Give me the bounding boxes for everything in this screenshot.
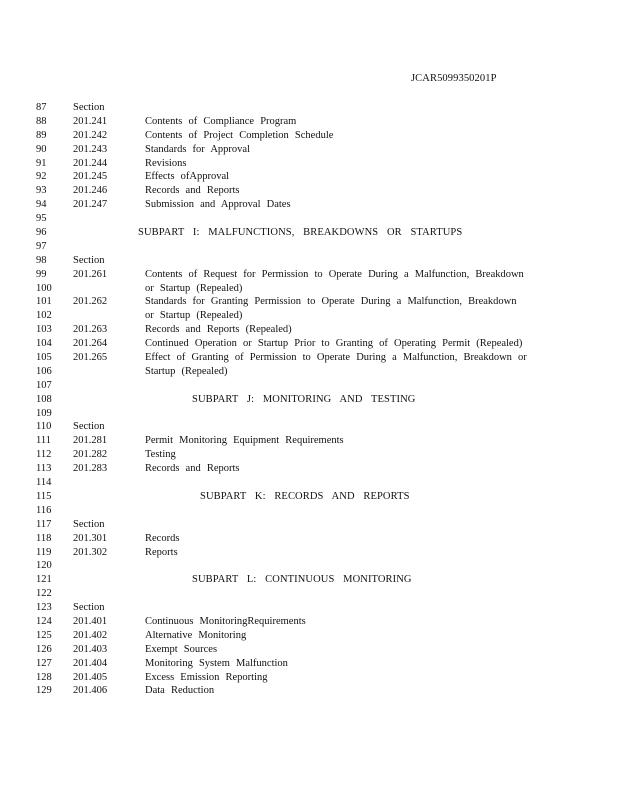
line-number: 116 [36, 504, 52, 516]
toc-line [0, 434, 618, 448]
section-title: Exempt Sources [145, 643, 218, 655]
toc-line [0, 184, 618, 198]
section-number: 201.245 [73, 171, 108, 183]
line-number: 93 [36, 185, 47, 197]
section-number: 201.404 [73, 657, 108, 669]
section-title: Alternative Monitoring [145, 629, 247, 641]
section-title: Continued Operation or Startup Prior to Granting of Operating Permit (Repealed) [145, 338, 523, 350]
section-title: Contents of Request for Permission to Operate During a Malfunction, Breakdown [145, 268, 524, 280]
toc-line [0, 143, 618, 157]
section-title: Standards for Granting Permission to Operate During a Malfunction, Breakdown [145, 296, 517, 308]
line-number: 94 [36, 199, 47, 211]
section-number: 201.247 [73, 199, 108, 211]
section-number: 201.243 [73, 143, 108, 155]
toc-line [0, 407, 618, 421]
line-number: 95 [36, 213, 47, 225]
section-number: 201.265 [73, 352, 108, 364]
section-title: Data Reduction [145, 685, 215, 697]
section-number: Section [73, 602, 105, 614]
section-number: 201.301 [73, 532, 108, 544]
section-title: Testing [145, 449, 176, 461]
toc-line [0, 546, 618, 560]
section-number: 201.281 [73, 435, 108, 447]
toc-line [0, 643, 618, 657]
section-number: Section [73, 102, 105, 113]
toc-line [0, 309, 618, 323]
section-number: 201.302 [73, 546, 108, 558]
section-number: Section [73, 254, 105, 266]
subpart-heading: SUBPART J: MONITORING AND TESTING [192, 393, 416, 405]
toc-line [0, 684, 618, 698]
toc-line [0, 268, 618, 282]
section-title: Records and Reports [145, 185, 240, 197]
section-title: Revisions [145, 157, 187, 169]
section-number: 201.283 [73, 463, 108, 475]
line-number: 89 [36, 129, 47, 141]
toc-line [0, 115, 618, 129]
section-title: Effects ofApproval [145, 171, 230, 183]
line-number: 107 [36, 379, 52, 391]
section-number: 201.406 [73, 685, 108, 697]
table-of-contents [0, 101, 618, 698]
toc-line [0, 101, 618, 115]
toc-line [0, 587, 618, 601]
line-number: 87 [36, 102, 47, 113]
section-title: Startup (Repealed) [145, 365, 228, 377]
toc-line [0, 379, 618, 393]
line-number: 109 [36, 407, 52, 419]
line-number: 128 [36, 671, 52, 683]
section-title: or Startup (Repealed) [145, 310, 243, 322]
section-number: 201.403 [73, 643, 108, 655]
section-title: Continuous MonitoringRequirements [145, 615, 306, 627]
toc-line [0, 212, 618, 226]
line-number: 99 [36, 268, 47, 280]
toc-line [0, 323, 618, 337]
subpart-heading-row [0, 573, 618, 587]
subpart-heading: SUBPART L: CONTINUOUS MONITORING [192, 574, 412, 586]
line-number: 105 [36, 352, 52, 364]
section-title: Standards for Approval [145, 143, 250, 155]
line-number: 97 [36, 240, 47, 252]
line-number: 124 [36, 615, 52, 627]
section-number: 201.242 [73, 129, 108, 141]
line-number: 123 [36, 602, 52, 614]
toc-line [0, 532, 618, 546]
line-number: 106 [36, 365, 52, 377]
toc-line [0, 476, 618, 490]
line-number: 102 [36, 310, 52, 322]
line-number: 108 [36, 393, 52, 405]
line-number: 100 [36, 282, 52, 294]
section-title: Contents of Project Completion Schedule [145, 129, 334, 141]
section-number: 201.262 [73, 296, 108, 308]
section-title: or Startup (Repealed) [145, 282, 243, 294]
toc-line [0, 657, 618, 671]
section-number: 201.263 [73, 324, 108, 336]
line-number: 119 [36, 546, 52, 558]
line-number: 98 [36, 254, 47, 266]
toc-line [0, 295, 618, 309]
subpart-heading-row [0, 393, 618, 407]
toc-line [0, 518, 618, 532]
section-number: 201.405 [73, 671, 108, 683]
toc-line [0, 129, 618, 143]
section-number: 201.244 [73, 157, 108, 169]
section-number: Section [73, 421, 105, 433]
section-title: Reports [145, 546, 178, 558]
section-number: 201.402 [73, 629, 108, 641]
subpart-heading-row [0, 226, 618, 240]
section-title: Records [145, 532, 180, 544]
section-title: Excess Emission Reporting [145, 671, 268, 683]
section-number: 201.261 [73, 268, 108, 280]
section-title: Submission and Approval Dates [145, 199, 291, 211]
line-number: 112 [36, 449, 52, 461]
toc-line [0, 629, 618, 643]
line-number: 115 [36, 490, 52, 502]
line-number: 129 [36, 685, 52, 697]
line-number: 96 [36, 227, 47, 239]
toc-line [0, 615, 618, 629]
section-number: 201.241 [73, 115, 108, 127]
line-number: 125 [36, 629, 52, 641]
toc-line [0, 559, 618, 573]
subpart-heading: SUBPART I: MALFUNCTIONS, BREAKDOWNS OR STARTUPS [138, 227, 463, 239]
section-number: 201.282 [73, 449, 108, 461]
document-id: JCAR5099350201P [411, 73, 497, 84]
line-number: 117 [36, 518, 52, 530]
section-title: Monitoring System Malfunction [145, 657, 288, 669]
line-number: 110 [36, 421, 52, 433]
toc-line [0, 240, 618, 254]
section-title: Permit Monitoring Equipment Requirements [145, 435, 344, 447]
line-number: 103 [36, 324, 52, 336]
toc-line [0, 504, 618, 518]
toc-line [0, 198, 618, 212]
subpart-heading: SUBPART K: RECORDS AND REPORTS [200, 490, 410, 502]
toc-line [0, 448, 618, 462]
toc-line [0, 351, 618, 365]
line-number: 92 [36, 171, 47, 183]
toc-line [0, 671, 618, 685]
toc-line [0, 365, 618, 379]
toc-line [0, 254, 618, 268]
section-number: 201.264 [73, 338, 108, 350]
toc-line [0, 170, 618, 184]
section-number: 201.401 [73, 615, 108, 627]
section-number: Section [73, 518, 105, 530]
line-number: 121 [36, 574, 52, 586]
line-number: 126 [36, 643, 52, 655]
line-number: 91 [36, 157, 47, 169]
toc-line [0, 462, 618, 476]
section-title: Records and Reports (Repealed) [145, 324, 292, 336]
line-number: 90 [36, 143, 47, 155]
toc-line [0, 157, 618, 171]
line-number: 104 [36, 338, 52, 350]
subpart-heading-row [0, 490, 618, 504]
line-number: 127 [36, 657, 52, 669]
line-number: 122 [36, 588, 52, 600]
toc-line [0, 337, 618, 351]
line-number: 111 [36, 435, 51, 447]
toc-line [0, 282, 618, 296]
line-number: 88 [36, 115, 47, 127]
section-title: Effect of Granting of Permission to Operate During a Malfunction, Breakdown or [145, 352, 527, 364]
line-number: 120 [36, 560, 52, 572]
line-number: 101 [36, 296, 52, 308]
line-number: 118 [36, 532, 52, 544]
line-number: 114 [36, 477, 52, 489]
toc-line [0, 601, 618, 615]
toc-line [0, 420, 618, 434]
section-title: Records and Reports [145, 463, 240, 475]
section-title: Contents of Compliance Program [145, 115, 297, 127]
line-number: 113 [36, 463, 52, 475]
section-number: 201.246 [73, 185, 108, 197]
